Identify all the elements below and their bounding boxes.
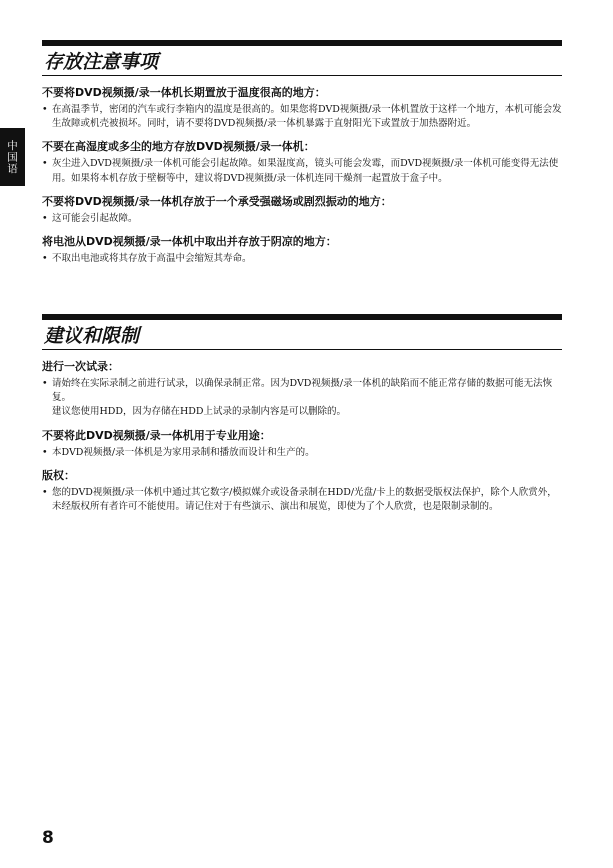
list-item xyxy=(42,252,562,266)
section-rule xyxy=(42,75,562,76)
section-top-bar xyxy=(42,40,562,46)
item-text: 在高温季节，密闭的汽车或行李箱内的温度是很高的。如果您将DVD视频摄/录一体机置放于这样一个地方，本机可能会发生故障或机壳被损坏。同时，请不要将DVD视频摄/录一体机暴露于直射阳光下或置放于加热器附近。 xyxy=(52,104,562,130)
list-item xyxy=(42,103,562,131)
section-rule xyxy=(42,349,562,350)
bullet-icon: • xyxy=(42,158,48,170)
storage-precautions-section xyxy=(42,40,562,275)
block-heading: 不要将DVD视频摄/录一体机存放于一个承受强磁场或剧烈振动的地方： xyxy=(42,194,392,208)
section-top-bar xyxy=(42,314,562,320)
item-text: 这可能会引起故障。 xyxy=(52,212,138,224)
list-item xyxy=(42,486,562,514)
list-item xyxy=(42,157,562,185)
advice-and-restrictions-section xyxy=(42,314,562,523)
item-text-continued: 建议您使用HDD，因为存储在HDD上试录的录制内容是可以删除的。 xyxy=(52,406,347,418)
block-heading: 版权： xyxy=(42,468,75,482)
language-label: 中国语 xyxy=(6,139,18,175)
section-title: 存放注意事项 xyxy=(44,51,159,73)
item-text: 灰尘进入DVD视频摄/录一体机可能会引起故障。如果湿度高，镜头可能会发霉，而DVD视频摄/录一体机可能变得无法使用。如果将本机存放于壁橱等中，建议将DVD视频摄/录一体机连同干燥剂一起置放于盒子中。 xyxy=(52,158,559,184)
bullet-icon: • xyxy=(42,253,48,265)
bullet-icon: • xyxy=(42,446,48,458)
list-item xyxy=(42,446,562,460)
block-heading: 不要将DVD视频摄/录一体机长期置放于温度很高的地方： xyxy=(42,86,326,99)
page-number: 8 xyxy=(42,828,54,848)
block-heading: 将电池从DVD视频摄/录一体机中取出并存放于阴凉的地方： xyxy=(42,235,337,249)
bullet-icon: • xyxy=(42,486,48,498)
bullet-icon: • xyxy=(42,212,48,224)
language-side-tab xyxy=(0,128,25,186)
item-text: 您的DVD视频摄/录一体机中通过其它数字/模拟媒介或设备录制在HDD/光盘/卡上的数据受版权法保护，除个人欣赏外，未经版权所有者许可不能使用。请记住对于有些演示、演出和展览，即使为了个人欣赏，也是限制录制的。 xyxy=(52,486,557,513)
bullet-icon: • xyxy=(42,378,48,389)
item-text: 不取出电池或将其存放于高温中会缩短其寿命。 xyxy=(52,253,252,265)
section-title: 建议和限制 xyxy=(44,325,140,347)
list-item xyxy=(42,212,562,226)
item-text: 本DVD视频摄/录一体机是为家用录制和播放而设计和生产的。 xyxy=(52,446,315,458)
block-heading: 进行一次试录： xyxy=(42,360,119,373)
item-text: 请始终在实际录制之前进行试录，以确保录制正常。因为DVD视频摄/录一体机的缺陷而不能正常存储的数据可能无法恢复。 xyxy=(52,378,553,404)
bullet-icon: • xyxy=(42,104,48,115)
list-item xyxy=(42,377,562,420)
block-heading: 不要将此DVD视频摄/录一体机用于专业用途： xyxy=(42,428,271,442)
block-heading: 不要在高湿度或多尘的地方存放DVD视频摄/录一体机： xyxy=(42,140,315,154)
